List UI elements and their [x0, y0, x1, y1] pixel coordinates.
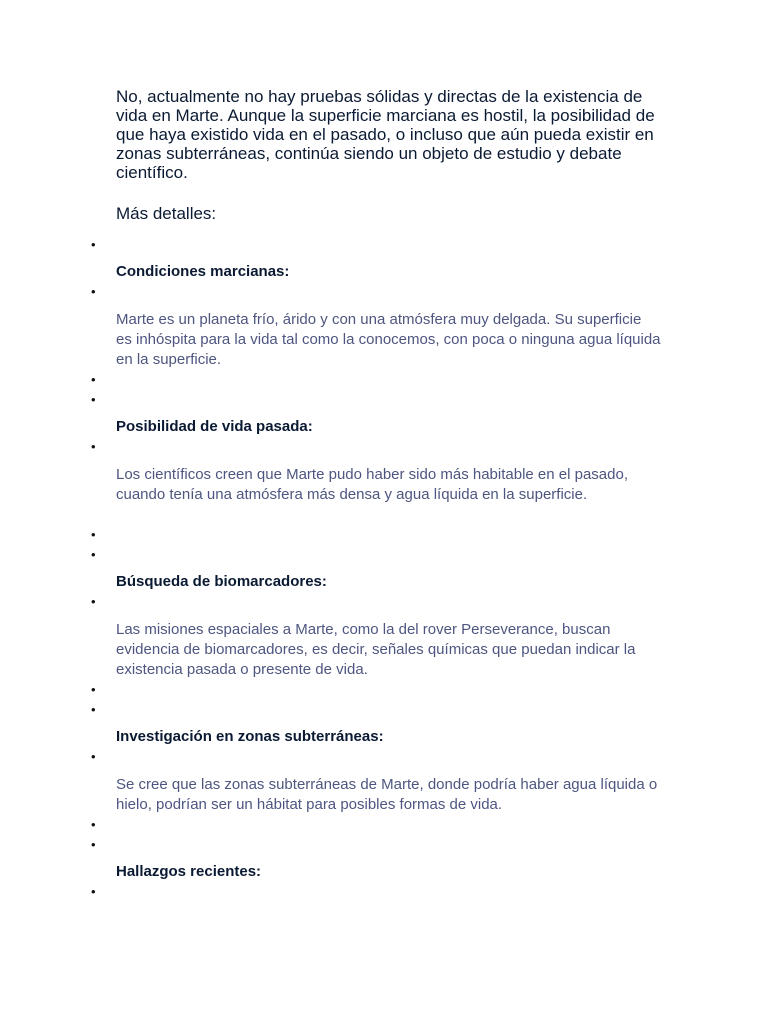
list-bullet: •	[91, 682, 96, 697]
section-heading: Investigación en zonas subterráneas:	[116, 728, 384, 745]
section-heading: Hallazgos recientes:	[116, 863, 262, 880]
section-heading: Condiciones marcianas:	[116, 263, 290, 280]
list-bullet: •	[91, 547, 96, 562]
list-bullet: •	[91, 237, 96, 252]
list-bullet: •	[91, 284, 96, 299]
list-bullet: •	[91, 439, 96, 454]
section-body: Se cree que las zonas subterráneas de Marte, donde podría haber agua líquida o hielo, podrían ser un hábitat para posibles formas de vida.	[116, 776, 658, 813]
list-bullet: •	[91, 702, 96, 717]
list-bullet: •	[91, 884, 96, 899]
list-bullet: •	[91, 594, 96, 609]
more-details-label: Más detalles:	[116, 204, 217, 223]
list-bullet: •	[91, 817, 96, 832]
section-body: Los científicos creen que Marte pudo haber sido más habitable en el pasado, cuando tenía una atmósfera más densa y agua líquida en la superficie.	[116, 466, 628, 503]
section-body: Las misiones espaciales a Marte, como la del rover Perseverance, buscan evidencia de biomarcadores, es decir, señales químicas que puedan indicar la existencia pasada o presente de vida.	[116, 621, 636, 678]
section-body: Marte es un planeta frío, árido y con una atmósfera muy delgada. Su superficie es inhóspita para la vida tal como la conocemos, con poca o ninguna agua líquida en la superficie.	[116, 311, 661, 368]
list-bullet: •	[91, 837, 96, 852]
section-heading: Posibilidad de vida pasada:	[116, 418, 313, 435]
intro-paragraph: No, actualmente no hay pruebas sólidas y directas de la existencia de vida en Marte. Aunque la superficie marciana es hostil, la posibilidad de que haya existido vida en el pasado, o incluso que aún pueda existir en zonas subterráneas, continúa siendo un objeto de estudio y debate científico.	[116, 87, 655, 182]
list-bullet: •	[91, 392, 96, 407]
list-bullet: •	[91, 527, 96, 542]
list-bullet: •	[91, 372, 96, 387]
section-heading: Búsqueda de biomarcadores:	[116, 573, 327, 590]
list-bullet: •	[91, 749, 96, 764]
